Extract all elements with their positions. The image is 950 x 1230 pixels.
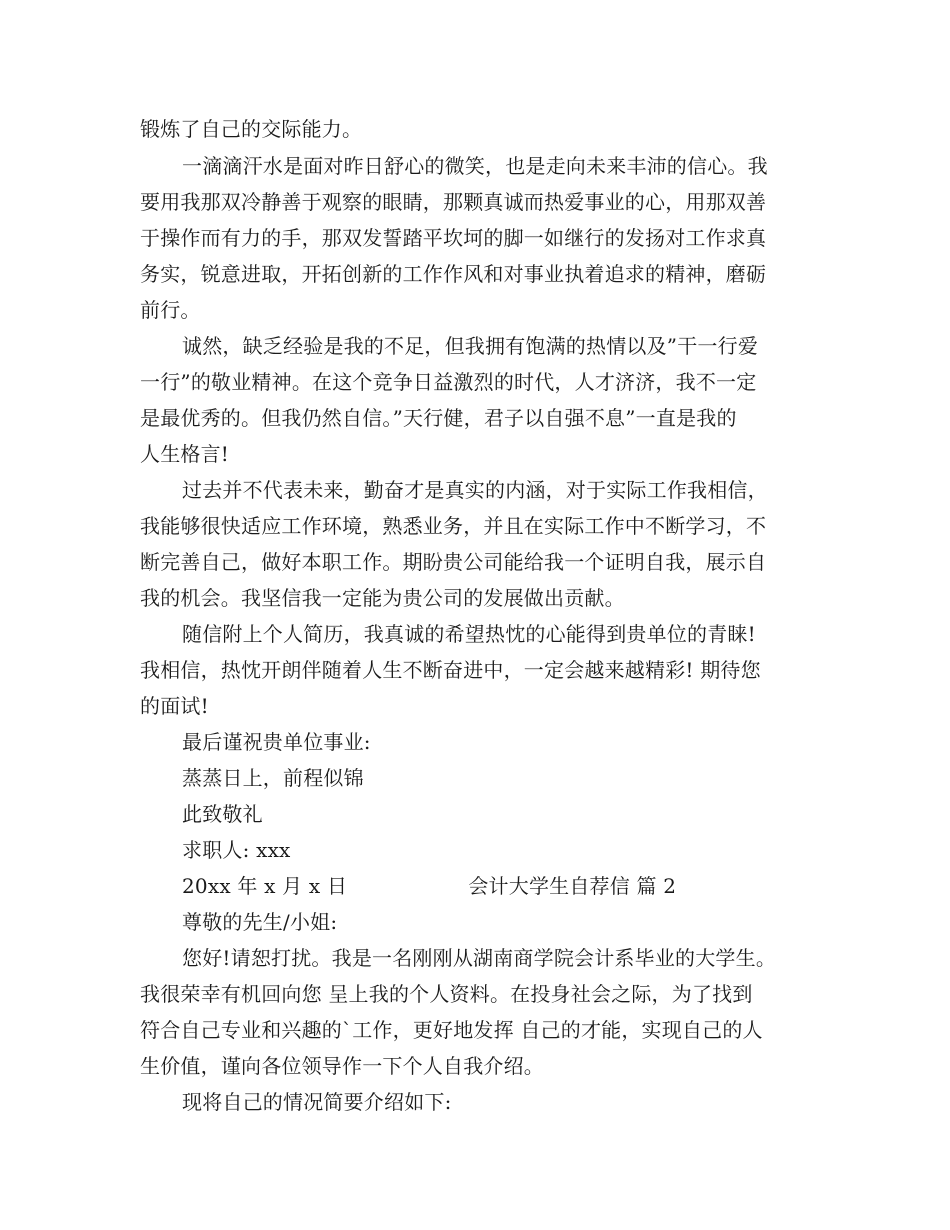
text-line: 断完善自己，做好本职工作。期盼贵公司能给我一个证明自我，展示自 [140, 550, 767, 574]
greeting-line: 尊敬的先生/小姐: [182, 910, 338, 934]
paragraph-start-line: 随信附上个人简历，我真诚的希望热忱的心能得到贵单位的青睐! [182, 622, 756, 646]
closing-wish-line: 最后谨祝贵单位事业: [182, 730, 371, 754]
paragraph-start-line: 诚然，缺乏经验是我的不足，但我拥有饱满的热情以及”干一行爱 [182, 334, 759, 358]
text-line: 务实，锐意进取，开拓创新的工作作风和对事业执着追求的精神，磨砺 [140, 262, 767, 286]
text-line: 要用我那双冷静善于观察的眼睛，那颗真诚而热爱事业的心，用那双善 [140, 190, 767, 214]
text-line: 于操作而有力的手，那双发誓踏平坎坷的脚一如继行的发扬对工作求真 [140, 226, 767, 250]
text-line: 一行”的敬业精神。在这个竞争日益激烈的时代，人才济济，我不一定 [140, 370, 757, 394]
paragraph-start-line: 一滴滴汗水是面对昨日舒心的微笑，也是走向未来丰沛的信心。我 [182, 154, 768, 178]
paragraph-start-line: 现将自己的情况简要介绍如下: [182, 1090, 452, 1114]
paragraph-start-line: 您好!请恕打扰。我是一名刚刚从湖南商学院会计系毕业的大学生。 [182, 946, 777, 970]
text-line: 是最优秀的。但我仍然自信。”天行健，君子以自强不息”一直是我的 [140, 406, 737, 430]
text-line: 的面试! [140, 694, 209, 718]
closing-wish-line: 蒸蒸日上，前程似锦 [182, 766, 364, 790]
text-line: 前行。 [140, 298, 201, 322]
text-line: 生价值，谨向各位领导作一下个人自我介绍。 [140, 1054, 544, 1078]
text-line: 锻炼了自己的交际能力。 [140, 117, 363, 141]
text-line: 我相信，热忱开朗伴随着人生不断奋进中，一定会越来越精彩! 期待您 [140, 658, 761, 682]
text-line: 人生格言! [140, 442, 230, 466]
salutation-closing: 此致敬礼 [182, 802, 263, 826]
text-line: 我很荣幸有机回向您 呈上我的个人资料。在投身社会之际，为了找到 [140, 982, 753, 1006]
text-line: 符合自己专业和兴趣的`工作，更好地发挥 自己的才能，实现自己的人 [140, 1018, 763, 1042]
date-and-heading-line: 20xx 年 x 月 x 日 会计大学生自荐信 篇 2 [182, 874, 677, 898]
text-line: 我能够很快适应工作环境，熟悉业务，并且在实际工作中不断学习，不 [140, 514, 767, 538]
paragraph-start-line: 过去并不代表未来，勤奋才是真实的内涵，对于实际工作我相信， [182, 478, 768, 502]
signature-line: 求职人: xxx [182, 838, 291, 862]
text-line: 我的机会。我坚信我一定能为贵公司的发展做出贡献。 [140, 586, 625, 610]
